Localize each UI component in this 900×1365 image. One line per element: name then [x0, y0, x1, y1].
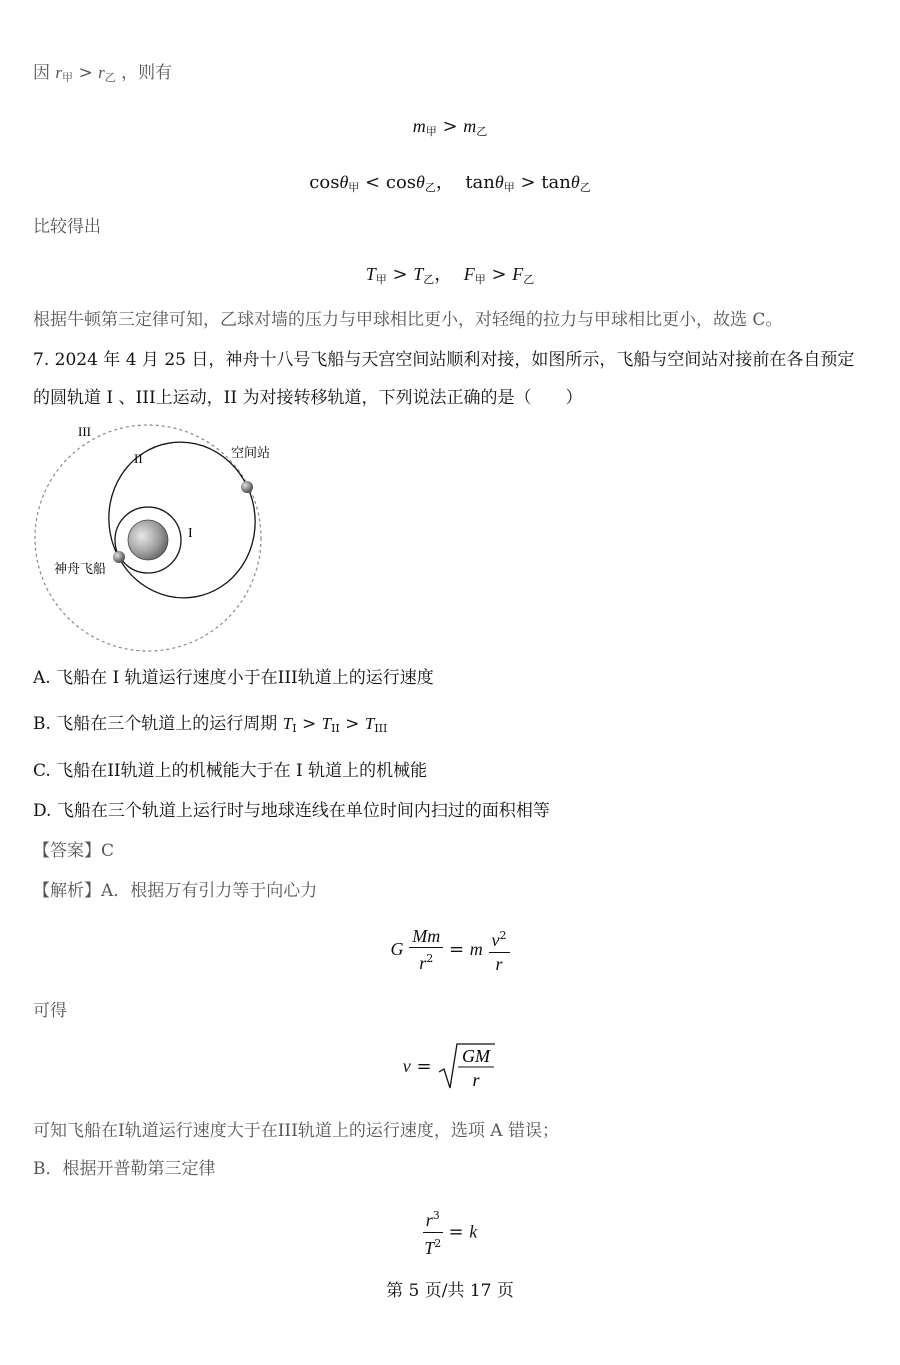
- equation-kepler: $\frac{r^3}{T^2}$ = k: [0, 1205, 900, 1260]
- equation-velocity: v = GM r: [0, 1042, 900, 1092]
- earth: [128, 520, 168, 560]
- sqrt-den: r: [472, 1070, 480, 1090]
- option-A: A. 飞船在 I 轨道运行速度小于在III轨道上的运行速度: [33, 668, 434, 688]
- label-I: I: [188, 526, 193, 541]
- equation-cos-tan: cosθ$_甲$ < cosθ$_乙$， tanθ$_甲$ > tanθ$_乙$: [309, 172, 591, 194]
- sqrt-sign: [437, 1042, 497, 1092]
- prev-conclusion: 根据牛顿第三定律可知，乙球对墙的压力与甲球相比更小，对轻绳的拉力与甲球相比更小，故选 C。: [33, 310, 783, 330]
- ke-de: 可得: [33, 1001, 67, 1021]
- question-line-1: 7. 2024 年 4 月 25 日，神舟十八号飞船与天宫空间站顺利对接，如图所示，飞船与空间站对接前在各自预定: [33, 350, 855, 370]
- label-ship: 神舟飞船: [54, 562, 107, 577]
- label-III: III: [78, 424, 91, 439]
- label-station: 空间站: [231, 446, 270, 461]
- spacecraft: [113, 551, 125, 563]
- equation-T-F: $T_甲 > T_乙$， $F_甲 > F_乙$: [365, 264, 535, 286]
- option-C: C. 飞船在II轨道上的机械能大于在 I 轨道上的机械能: [33, 761, 428, 781]
- option-B: B. 飞船在三个轨道上的运行周期 $T_I > T_{II} > T_{III}$: [33, 714, 388, 735]
- question-line-2: 的圆轨道 Ⅰ 、III上运动，II 为对接转移轨道，下列说法正确的是（ ）: [33, 388, 583, 408]
- equation-gravity: G $\frac{Mm}{r^2}$ = m $\frac{v^2}{r}$: [0, 925, 900, 975]
- sqrt-num: GM: [462, 1046, 491, 1066]
- premise-line: 因 $r_甲 > r_乙$ ，则有: [33, 63, 173, 84]
- space-station: [241, 481, 253, 493]
- b-lead: B．根据开普勒第三定律: [33, 1159, 216, 1179]
- equation-mass: $m_甲 > m_乙$: [412, 116, 488, 138]
- analysis-lead: 【解析】A．根据万有引力等于向心力: [33, 881, 318, 901]
- conclusion-a: 可知飞船在I轨道运行速度大于在III轨道上的运行速度，选项 A 错误；: [33, 1121, 559, 1141]
- page-footer: 第 5 页/共 17 页: [386, 1281, 514, 1301]
- orbit-diagram: [30, 420, 270, 652]
- option-D: D. 飞船在三个轨道上运行时与地球连线在单位时间内扫过的面积相等: [33, 801, 550, 821]
- answer: 【答案】C: [33, 841, 115, 861]
- label-II: II: [134, 451, 143, 466]
- compare-text: 比较得出: [33, 217, 101, 237]
